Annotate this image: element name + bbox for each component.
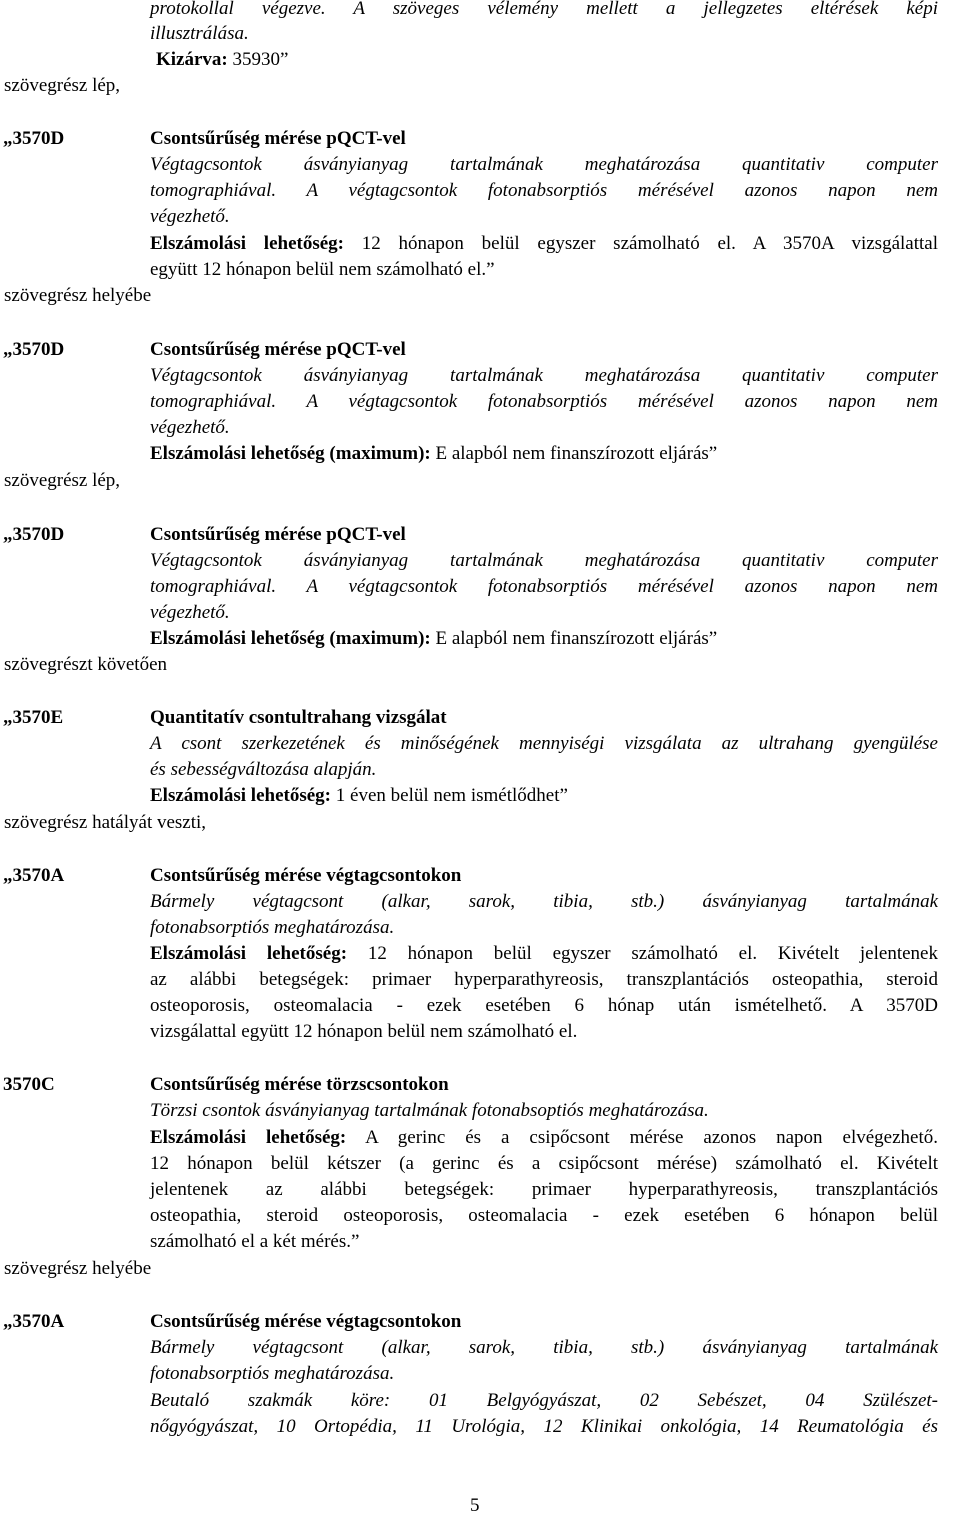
entry-description: Bármely végtagcsont (alkar, sarok, tibia, stb.) ásványianyag tartalmának xyxy=(150,1337,938,1358)
entry-title: Csontsűrűség mérése végtagcsontokon xyxy=(150,1311,462,1332)
top-line-1: protokollal végezve. A szöveges vélemény mellett a jellegzetes eltérések képi xyxy=(150,0,938,19)
entry-description: végezhető. xyxy=(150,602,230,623)
billing-text: E alapból nem finanszírozott eljárás” xyxy=(435,628,718,649)
entry-code: „3570D xyxy=(3,524,65,545)
billing-label: Elszámolási lehetőség: xyxy=(150,943,348,964)
entry-title: Quantitatív csontultrahang vizsgálat xyxy=(150,707,447,728)
billing-text: E alapból nem finanszírozott eljárás” xyxy=(435,443,718,464)
entry-billing: az alábbi betegségek: primaer hyperparathyreosis, transzplantációs osteopathia, steroid xyxy=(150,969,938,990)
entry-description: tomographiával. A végtagcsontok fotonabsorptiós mérésével azonos napon nem xyxy=(150,180,938,201)
entry-billing xyxy=(150,941,938,967)
entry-description: végezhető. xyxy=(150,206,230,227)
entry-title: Csontsűrűség mérése pQCT-vel xyxy=(150,339,406,360)
entry-description: végezhető. xyxy=(150,417,230,438)
billing-label: Elszámolási lehetőség: xyxy=(150,233,344,254)
entry-billing xyxy=(150,626,717,652)
entry-billing xyxy=(150,231,938,257)
entry-billing: 12 hónapon belül kétszer (a gerinc és a csipőcsont mérése) számolható el. Kivételt xyxy=(150,1153,938,1174)
entry-code: „3570D xyxy=(3,339,65,360)
entry-title: Csontsűrűség mérése pQCT-vel xyxy=(150,128,406,149)
entry-billing: vizsgálattal együtt 12 hónapon belül nem számolható el. xyxy=(150,1021,578,1042)
top-line-2: illusztrálása. xyxy=(150,23,249,44)
entry-description: és sebességváltozása alapján. xyxy=(150,759,377,780)
entry-referral: nőgyógyászat, 10 Ortopédia, 11 Urológia, 12 Klinikai onkológia, 14 Reumatológia és xyxy=(150,1416,938,1437)
entry-description: tomographiával. A végtagcsontok fotonabsorptiós mérésével azonos napon nem xyxy=(150,576,938,597)
entry-code: „3570E xyxy=(3,707,64,728)
entry-code: „3570D xyxy=(3,128,65,149)
entry-billing: jelentenek az alábbi betegségek: primaer hyperparathyreosis, transzplantációs xyxy=(150,1179,938,1200)
entry-description: A csont szerkezetének és minőségének mennyiségi vizsgálata az ultrahang gyengülése xyxy=(150,733,938,754)
entry-title: Csontsűrűség mérése pQCT-vel xyxy=(150,524,406,545)
entry-billing xyxy=(150,441,717,467)
entry-description: Végtagcsontok ásványianyag tartalmának meghatározása quantitativ computer xyxy=(150,550,938,571)
entry-code: 3570C xyxy=(3,1074,55,1095)
entry-description: Végtagcsontok ásványianyag tartalmának meghatározása quantitativ computer xyxy=(150,365,938,386)
entry-description: fotonabsorptiós meghatározása. xyxy=(150,1363,395,1384)
instruction-lep-1: szövegrész lép, xyxy=(4,75,121,96)
instruction-helyebe-1: szövegrész helyébe xyxy=(4,285,152,306)
entry-billing xyxy=(150,783,568,809)
billing-label: Elszámolási lehetőség (maximum): xyxy=(150,628,431,649)
entry-referral: Beutaló szakmák köre: 01 Belgyógyászat, 02 Sebészet, 04 Szülészet- xyxy=(150,1390,938,1411)
billing-label: Elszámolási lehetőség: xyxy=(150,785,332,806)
billing-label: Elszámolási lehetőség: xyxy=(150,1127,347,1148)
kizarva-value: 35930” xyxy=(232,49,289,70)
entry-code: „3570A xyxy=(3,1311,65,1332)
entry-billing: együtt 12 hónapon belül nem számolható el.” xyxy=(150,259,495,280)
entry-billing: számolható el a két mérés.” xyxy=(150,1231,360,1252)
entry-billing: osteopathia, steroid osteoporosis, osteomalacia - ezek esetében 6 hónapon belül xyxy=(150,1205,938,1226)
entry-code: „3570A xyxy=(3,865,65,886)
instruction-helyebe-2: szövegrész helyébe xyxy=(4,1258,152,1279)
billing-label: Elszámolási lehetőség (maximum): xyxy=(150,443,431,464)
kizarva-label: Kizárva: xyxy=(156,49,228,70)
page-number: 5 xyxy=(470,1495,480,1516)
kizarva-line xyxy=(156,47,288,73)
entry-description: fotonabsorptiós meghatározása. xyxy=(150,917,395,938)
billing-text: A gerinc és a csipőcsont mérése azonos napon elvégezhető. xyxy=(365,1127,938,1148)
entry-billing xyxy=(150,1125,938,1151)
entry-description: Törzsi csontok ásványianyag tartalmának fotonabsoptiós meghatározása. xyxy=(150,1100,709,1121)
instruction-lep-2: szövegrész lép, xyxy=(4,470,121,491)
entry-description: Végtagcsontok ásványianyag tartalmának meghatározása quantitativ computer xyxy=(150,154,938,175)
billing-text: 1 éven belül nem ismétlődhet” xyxy=(335,785,568,806)
entry-billing: osteoporosis, osteomalacia - ezek esetében 6 hónap után ismételhető. A 3570D xyxy=(150,995,938,1016)
entry-description: tomographiával. A végtagcsontok fotonabsorptiós mérésével azonos napon nem xyxy=(150,391,938,412)
entry-description: Bármely végtagcsont (alkar, sarok, tibia, stb.) ásványianyag tartalmának xyxy=(150,891,938,912)
instruction-koveto: szövegrészt követően xyxy=(4,654,168,675)
instruction-hatalyat: szövegrész hatályát veszti, xyxy=(4,812,207,833)
entry-title: Csontsűrűség mérése törzscsontokon xyxy=(150,1074,449,1095)
entry-title: Csontsűrűség mérése végtagcsontokon xyxy=(150,865,462,886)
billing-text: 12 hónapon belül egyszer számolható el. A 3570A vizsgálattal xyxy=(361,233,938,254)
billing-text: 12 hónapon belül egyszer számolható el. Kivételt jelentenek xyxy=(367,943,938,964)
